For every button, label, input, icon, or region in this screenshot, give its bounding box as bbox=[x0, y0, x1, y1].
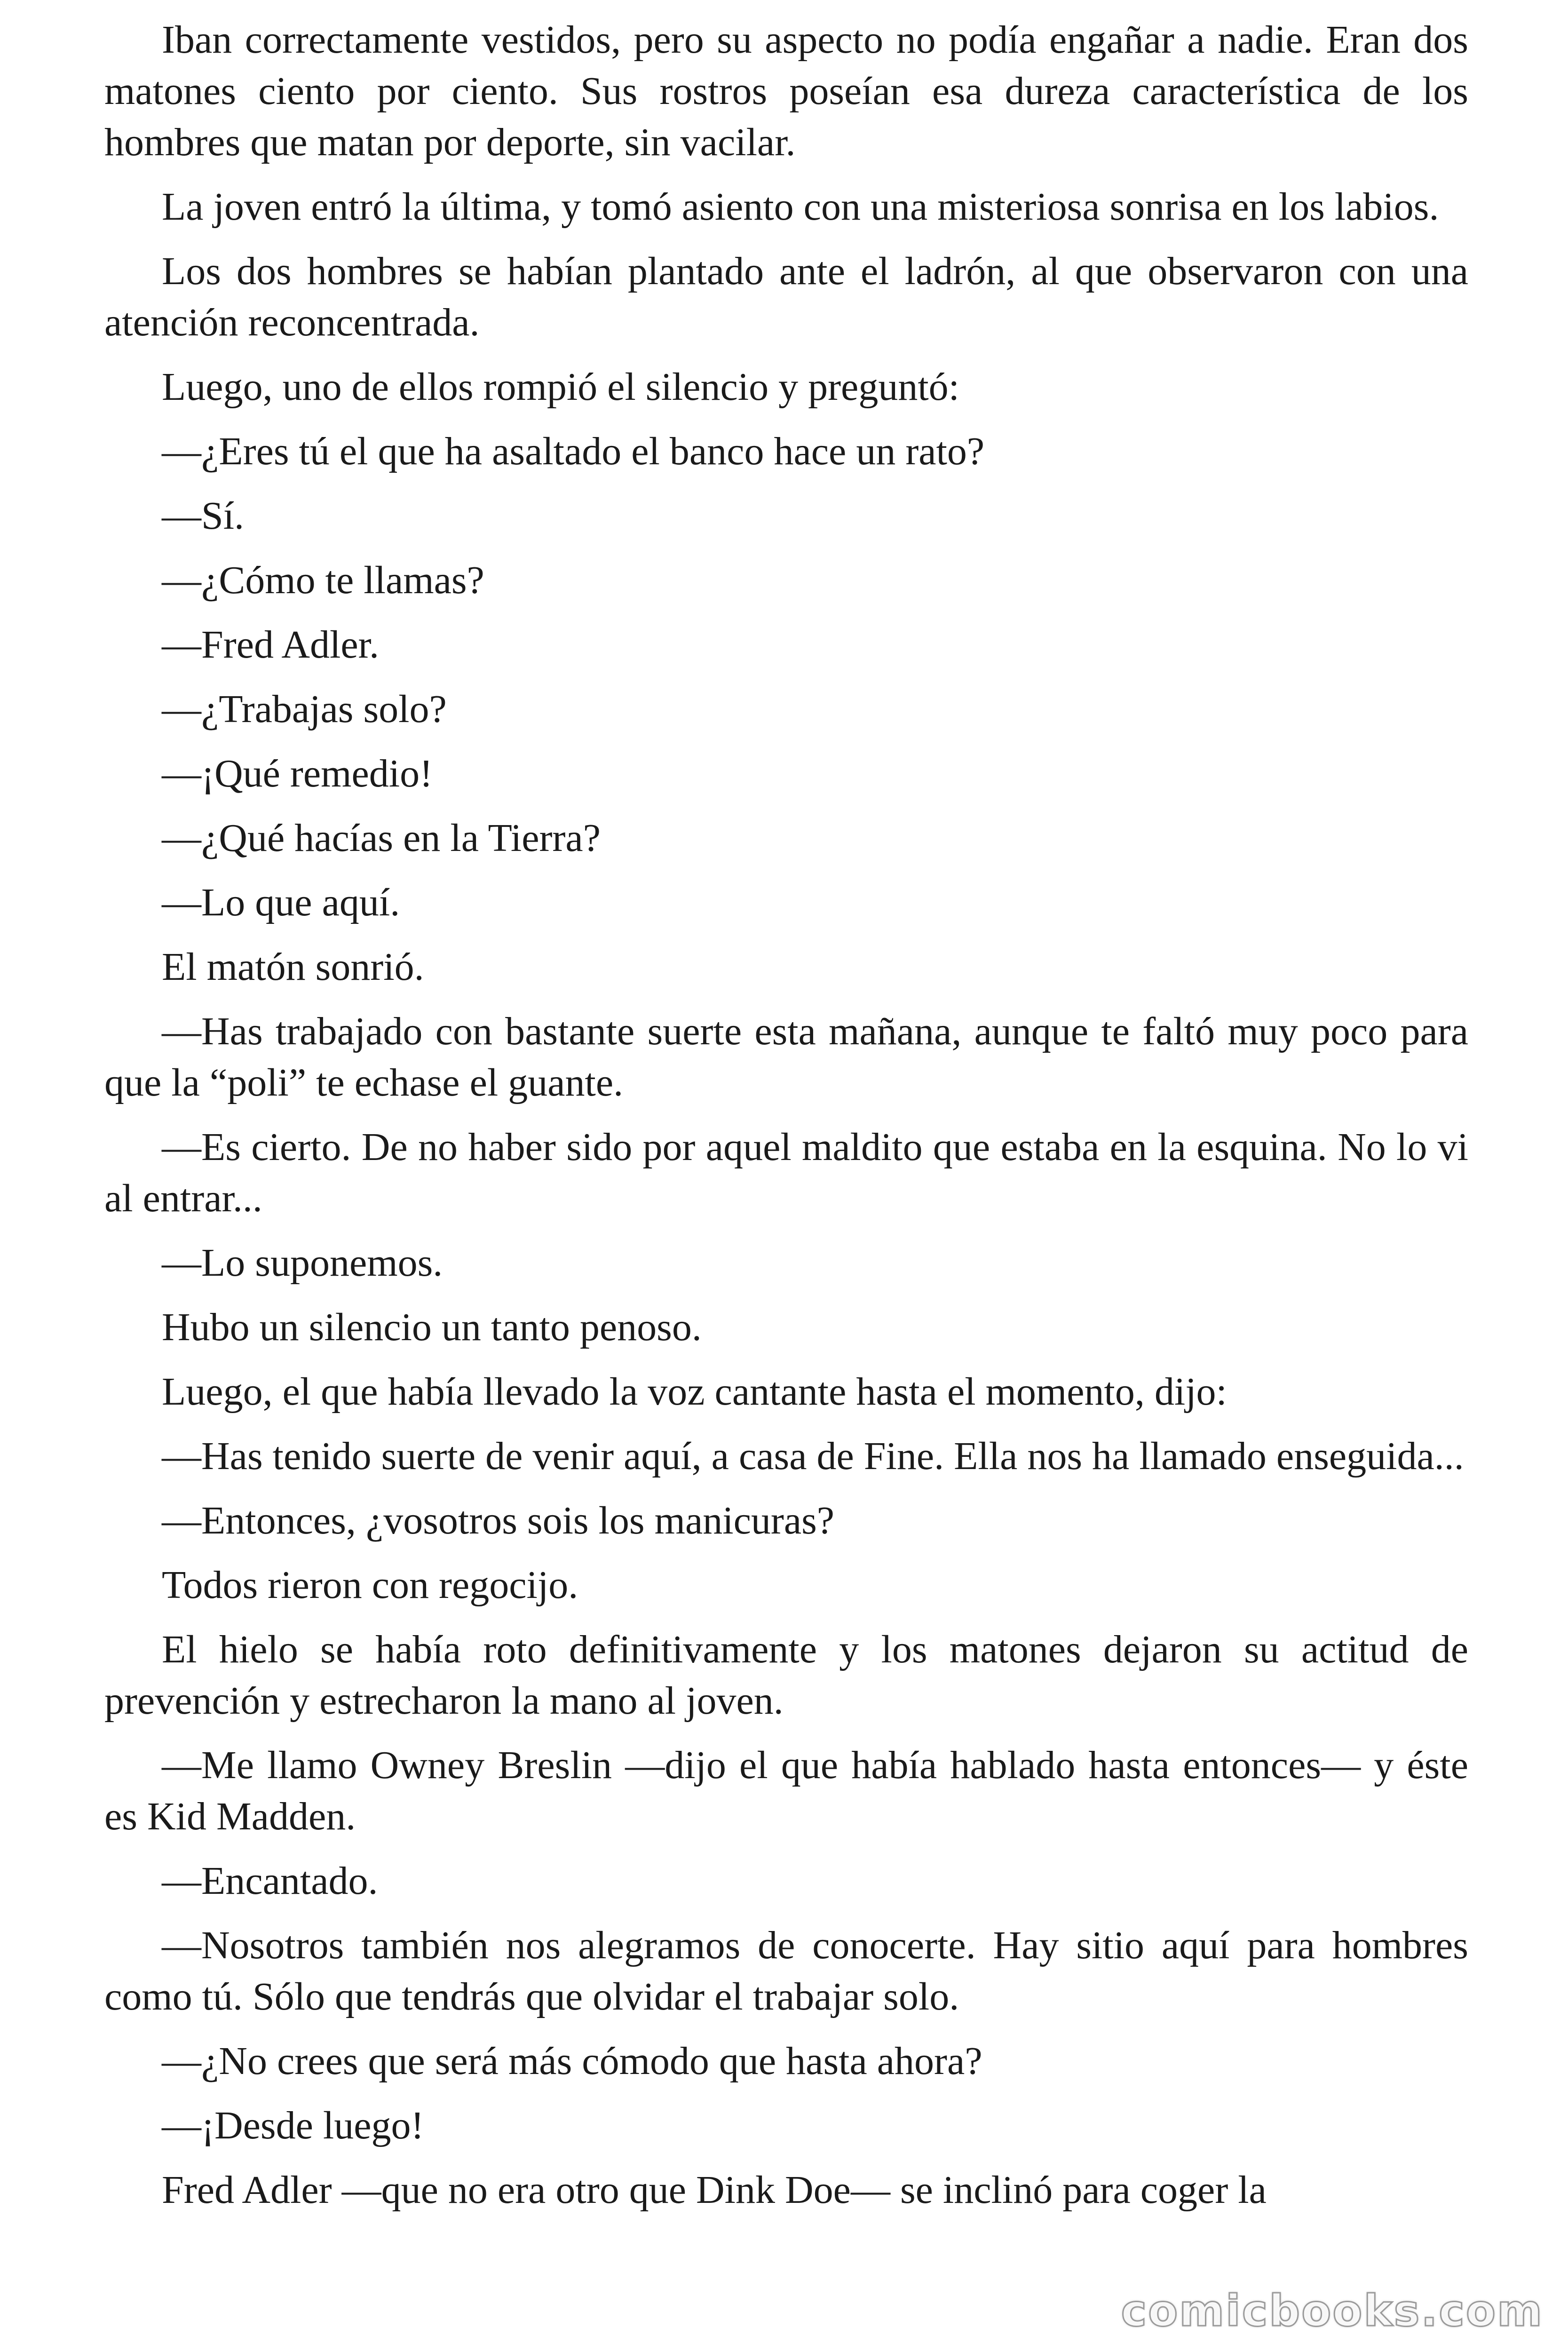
dialogue-line: —¿Eres tú el que ha asaltado el banco hace un rato? bbox=[162, 429, 985, 473]
paragraph: Todos rieron con regocijo. bbox=[162, 1563, 578, 1607]
dialogue-line: —Has trabajado con bastante suerte esta mañana, aunque te faltó muy poco para que la “poli” te echase el guante. bbox=[104, 1009, 1468, 1104]
dialogue-line: —¡Desde luego! bbox=[162, 2104, 424, 2147]
paragraph: El hielo se había roto definitivamente y los matones dejaron su actitud de prevención y estrecharon la mano al joven. bbox=[104, 1628, 1468, 1723]
paragraph: Iban correctamente vestidos, pero su aspecto no podía engañar a nadie. Eran dos matones ciento por ciento. Sus rostros poseían esa dureza característica de los hombres que matan por deporte, sin vacilar. bbox=[104, 18, 1468, 164]
dialogue-line: —Sí. bbox=[162, 494, 245, 538]
dialogue-line: —Me llamo Owney Breslin —dijo el que había hablado hasta entonces— y éste es Kid Madden. bbox=[104, 1743, 1468, 1838]
dialogue-line: —Fred Adler. bbox=[162, 623, 379, 667]
dialogue-line: —¿Trabajas solo? bbox=[162, 687, 447, 731]
paragraph: Hubo un silencio un tanto penoso. bbox=[162, 1305, 702, 1349]
dialogue-line: —Nosotros también nos alegramos de conocerte. Hay sitio aquí para hombres como tú. Sólo que tendrás que olvidar el trabajar solo. bbox=[104, 1923, 1468, 2018]
dialogue-line: —Has tenido suerte de venir aquí, a casa de Fine. Ella nos ha llamado enseguida... bbox=[162, 1434, 1464, 1478]
dialogue-line: —Encantado. bbox=[162, 1859, 378, 1903]
paragraph: El matón sonrió. bbox=[162, 945, 424, 989]
paragraph: La joven entró la última, y tomó asiento con una misteriosa sonrisa en los labios. bbox=[162, 185, 1439, 229]
paragraph: Fred Adler —que no era otro que Dink Doe— se inclinó para coger la bbox=[162, 2168, 1267, 2212]
dialogue-line: —¡Qué remedio! bbox=[162, 752, 433, 795]
dialogue-line: —Es cierto. De no haber sido por aquel maldito que estaba en la esquina. No lo vi al entrar... bbox=[104, 1125, 1468, 1220]
dialogue-line: —Lo suponemos. bbox=[162, 1241, 443, 1285]
watermark: comicbooks.com bbox=[1121, 2286, 1544, 2336]
paragraph: Los dos hombres se habían plantado ante el ladrón, al que observaron con una atención reconcentrada. bbox=[104, 249, 1468, 344]
dialogue-line: —¿Cómo te llamas? bbox=[162, 558, 484, 602]
dialogue-line: —Lo que aquí. bbox=[162, 881, 400, 924]
page-body bbox=[104, 14, 1468, 2333]
paragraph: Luego, uno de ellos rompió el silencio y preguntó: bbox=[162, 365, 959, 409]
dialogue-line: —¿Qué hacías en la Tierra? bbox=[162, 816, 601, 860]
paragraph: Luego, el que había llevado la voz cantante hasta el momento, dijo: bbox=[162, 1370, 1227, 1414]
dialogue-line: —¿No crees que será más cómodo que hasta ahora? bbox=[162, 2039, 982, 2083]
dialogue-line: —Entonces, ¿vosotros sois los manicuras? bbox=[162, 1499, 835, 1542]
